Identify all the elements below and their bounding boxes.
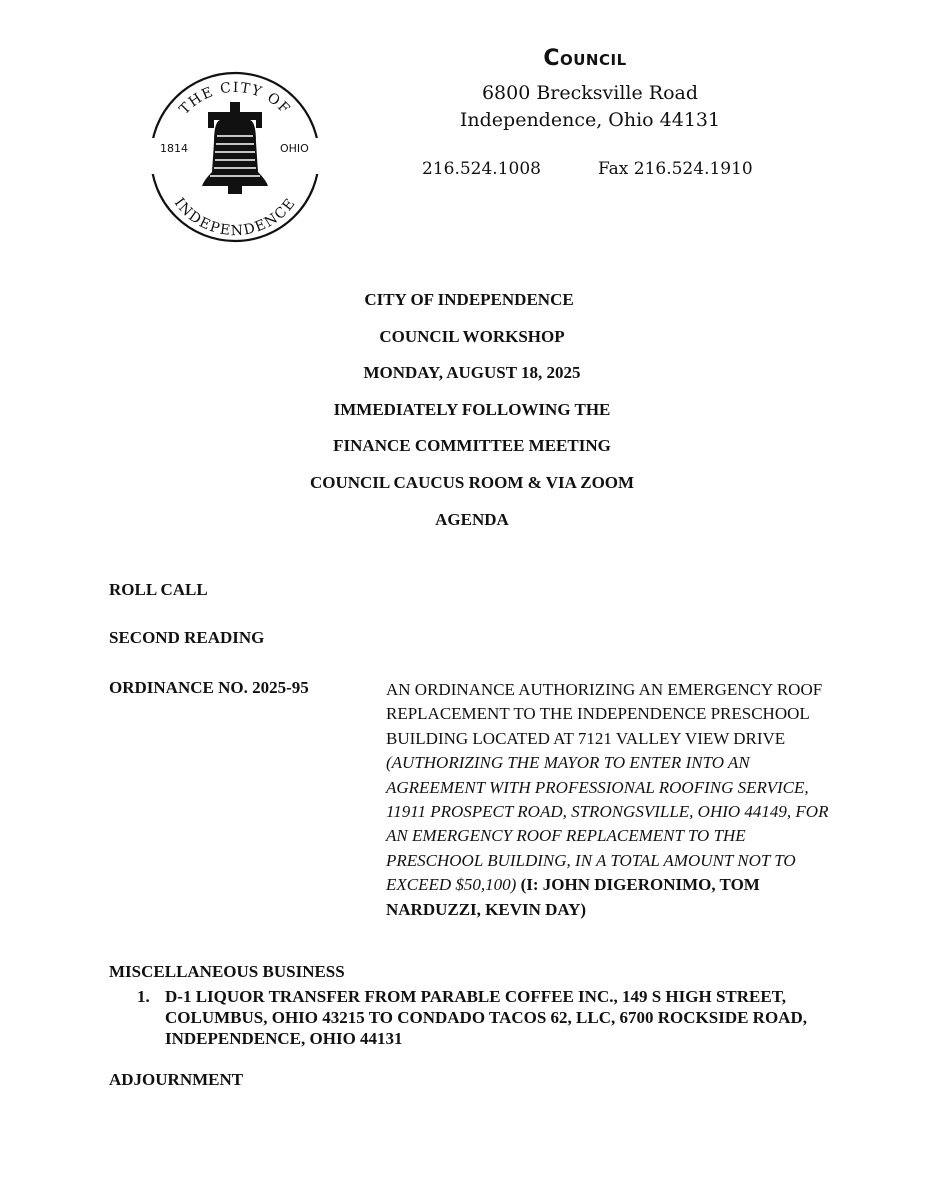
svg-text:INDEPENDENCE — [171, 195, 299, 239]
seal-year: 1814 — [160, 142, 188, 155]
heading-line: COUNCIL CAUCUS ROOM & VIA ZOOM — [309, 472, 635, 492]
roll-call-heading: ROLL CALL — [109, 580, 208, 599]
heading-line: FINANCE COMMITTEE MEETING — [333, 436, 611, 456]
heading-line: COUNCIL WORKSHOP — [379, 326, 565, 346]
miscellaneous-business-heading: MISCELLANEOUS BUSINESS — [109, 962, 345, 981]
letterhead-phone: 216.524.1008 — [422, 159, 541, 179]
letterhead-fax: Fax 216.524.1910 — [598, 159, 753, 179]
letterhead-address-line2: Independence, Ohio 44131 — [459, 109, 721, 131]
bell-icon — [202, 102, 268, 194]
adjournment-heading: ADJOURNMENT — [109, 1070, 244, 1089]
ordinance-introducers: (I: JOHN DIGERONIMO, TOM NARDUZZI, KEVIN DAY) — [386, 875, 760, 919]
second-reading-heading: SECOND READING — [109, 628, 265, 647]
letterhead-address-line1: 6800 Brecksville Road — [481, 82, 699, 104]
ordinance-description — [386, 678, 836, 922]
seal-top-text: THE CITY OF — [176, 79, 294, 118]
heading-line: CITY OF INDEPENDENCE — [364, 290, 574, 309]
ordinance-text-plain: AN ORDINANCE AUTHORIZING AN EMERGENCY ROOF REPLACEMENT TO THE INDEPENDENCE PRESCHOOL BUILDING LOCATED AT 7121 VALLEY VIEW DRIVE — [386, 680, 823, 748]
ordinance-number: ORDINANCE NO. 2025-95 — [109, 678, 309, 697]
ordinance-text-italic: (AUTHORIZING THE MAYOR TO ENTER INTO AN AGREEMENT WITH PROFESSIONAL ROOFING SERVICE, 11911 PROSPECT ROAD, STRONGSVILLE, OHIO 44149, FOR AN EMERGENCY ROOF REPLACEMENT TO THE PRESCHOOL BUILDING, IN A TOTAL AMOUNT NOT TO EXCEED $50,100) — [386, 753, 829, 895]
heading-line: MONDAY, AUGUST 18, 2025 — [363, 363, 581, 383]
seal-state: OHIO — [280, 142, 309, 155]
misc-item-number: 1. — [137, 987, 150, 1006]
seal-bottom-text: INDEPENDENCE — [170, 194, 300, 240]
letterhead-title: Council — [543, 46, 627, 71]
misc-item-text: D-1 LIQUOR TRANSFER FROM PARABLE COFFEE INC., 149 S HIGH STREET, COLUMBUS, OHIO 43215 TO CONDADO TACOS 62, LLC, 6700 ROCKSIDE ROAD, INDEPENDENCE, OHIO 44131 — [165, 987, 807, 1048]
misc-list-item — [137, 986, 817, 1049]
heading-line: IMMEDIATELY FOLLOWING THE — [333, 399, 611, 419]
heading-line: AGENDA — [435, 509, 509, 529]
city-seal-logo — [140, 62, 330, 252]
agenda-heading — [0, 282, 944, 538]
